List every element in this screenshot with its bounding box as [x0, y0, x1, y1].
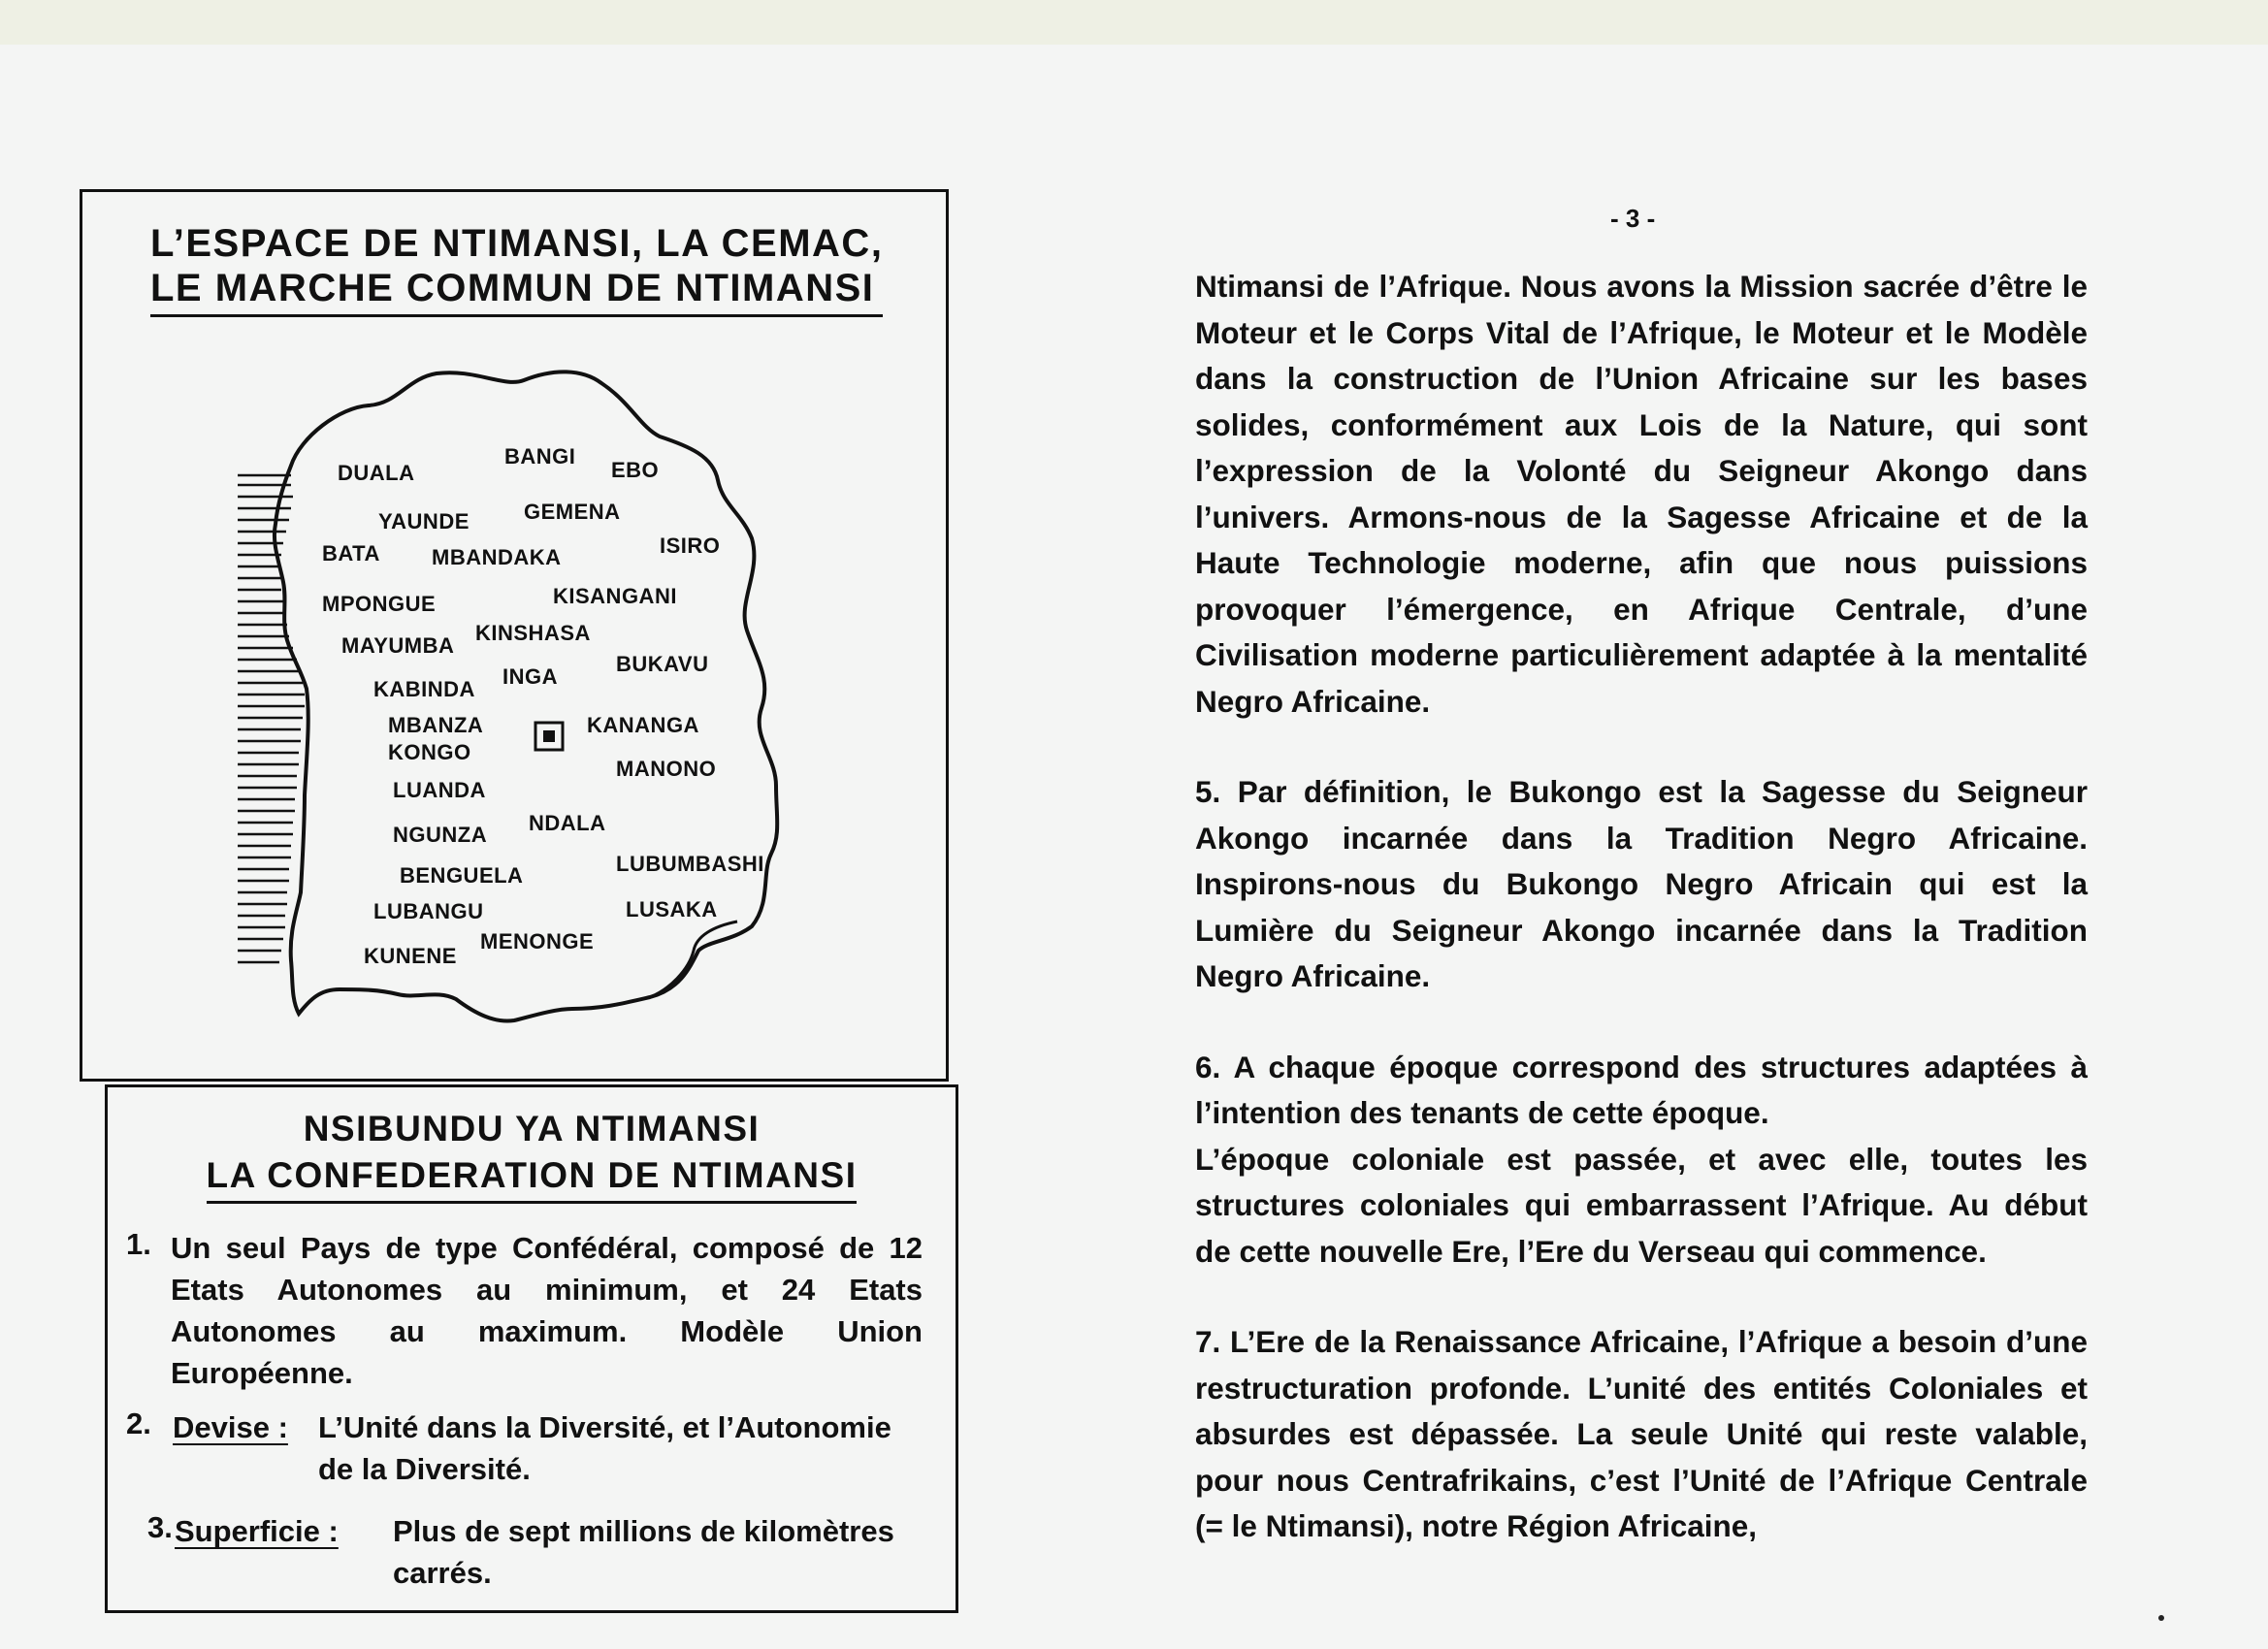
city-label: NDALA	[529, 811, 606, 835]
item-number: 3.	[147, 1510, 173, 1544]
title-underline	[150, 314, 883, 317]
city-label: KINSHASA	[475, 621, 591, 645]
paragraph: Ntimansi de l’Afrique. Nous avons la Mission sacrée d’être le Moteur et le Corps Vital de l’Afrique, le Moteur et le Modèle dans la construction de l’Union Africaine sur les bases solides, conformément aux Lois de la Nature, qui sont l’expression de la Volonté du Seigneur Akongo dans l’univers. Armons-nous de la Sagesse Africaine et de la Haute Technologie moderne, afin que nous puissions provoquer l’émergence, en Afrique Centrale, d’une Civilisation moderne particulièrement adaptée à la mentalité Negro Africaine.	[1195, 269, 2088, 719]
confederation-title-line2: LA CONFEDERATION DE NTIMANSI	[207, 1152, 858, 1204]
city-label: MENONGE	[480, 929, 595, 954]
city-label: KANANGA	[587, 713, 699, 737]
page-number: - 3 -	[1610, 204, 1656, 233]
paragraph: 6. A chaque époque correspond des structures adaptées à l’intention des tenants de cette époque.	[1195, 1049, 2088, 1130]
city-label: NGUNZA	[393, 823, 488, 847]
city-label: DUALA	[338, 461, 415, 485]
superficie-text: Plus de sept millions de kilomètres carrés.	[393, 1514, 894, 1590]
item-number: 1.	[126, 1227, 151, 1261]
city-label: KISANGANI	[553, 584, 677, 608]
city-label: EBO	[611, 458, 660, 482]
city-label: LUBUMBASHI	[616, 852, 764, 876]
city-label: KUNENE	[364, 944, 457, 968]
city-label: BENGUELA	[400, 863, 524, 888]
central-africa-map	[233, 369, 805, 1028]
map-title-line1: L’ESPACE DE NTIMANSI, LA CEMAC,	[150, 222, 884, 265]
city-label: YAUNDE	[378, 509, 470, 534]
map-title-line2: LE MARCHE COMMUN DE NTIMANSI	[150, 267, 875, 309]
city-label: ISIRO	[660, 534, 721, 558]
city-label: BUKAVU	[616, 652, 709, 676]
confederation-title-line1: NSIBUNDU YA NTIMANSI	[303, 1109, 761, 1148]
city-label: LUBANGU	[373, 899, 484, 923]
devise-text: L’Unité dans la Diversité, et l’Autonomie de la Diversité.	[318, 1410, 891, 1486]
item-number: 2.	[126, 1406, 151, 1440]
city-label: MANONO	[616, 757, 717, 781]
city-label: LUANDA	[393, 778, 486, 802]
city-label: GEMENA	[524, 500, 621, 524]
paragraph: 5. Par définition, le Bukongo est la Sagesse du Seigneur Akongo incarnée dans la Tradition Negro Africaine. Inspirons-nous du Bukongo Negro Africain qui est la Lumière du Seigneur Akongo incarnée dans la Tradition Negro Africaine.	[1195, 774, 2088, 993]
city-label: MPONGUE	[322, 592, 437, 616]
city-label: LUSAKA	[626, 897, 718, 922]
main-text-column	[1195, 264, 2088, 1595]
scan-top-strip	[0, 0, 2268, 45]
city-label: BATA	[322, 541, 380, 566]
scan-speck	[2158, 1615, 2164, 1621]
item-text: Un seul Pays de type Confédéral, composé de 12 Etats Autonomes au minimum, et 24 Etats Autonomes au maximum. Modèle Union Européenne.	[171, 1231, 923, 1390]
city-label: KONGO	[388, 740, 471, 764]
city-label: KABINDA	[373, 677, 475, 701]
city-label: MBANDAKA	[432, 545, 562, 569]
paragraph: 7. L’Ere de la Renaissance Africaine, l’Afrique a besoin d’une restructuration profonde. L’unité des entités Coloniales et absurdes est dépassée. La seule Unité qui reste valable, pour nous Centrafrikains, c’est l’Unité de l’Afrique Centrale (= le Ntimansi), notre Région Africaine,	[1195, 1324, 2088, 1543]
map-panel-title	[150, 221, 888, 317]
confederation-title	[105, 1106, 958, 1204]
superficie-label: Superficie :	[175, 1514, 339, 1548]
devise-label: Devise :	[173, 1410, 288, 1444]
city-label: INGA	[502, 664, 558, 689]
city-label: MAYUMBA	[341, 633, 455, 658]
city-label: MBANZA	[388, 713, 484, 737]
paragraph: L’époque coloniale est passée, et avec elle, toutes les structures coloniales qui embarrassent l’Afrique. Au début de cette nouvelle Ere, l’Ere du Verseau qui commence.	[1195, 1141, 2088, 1269]
city-label: BANGI	[504, 444, 576, 469]
